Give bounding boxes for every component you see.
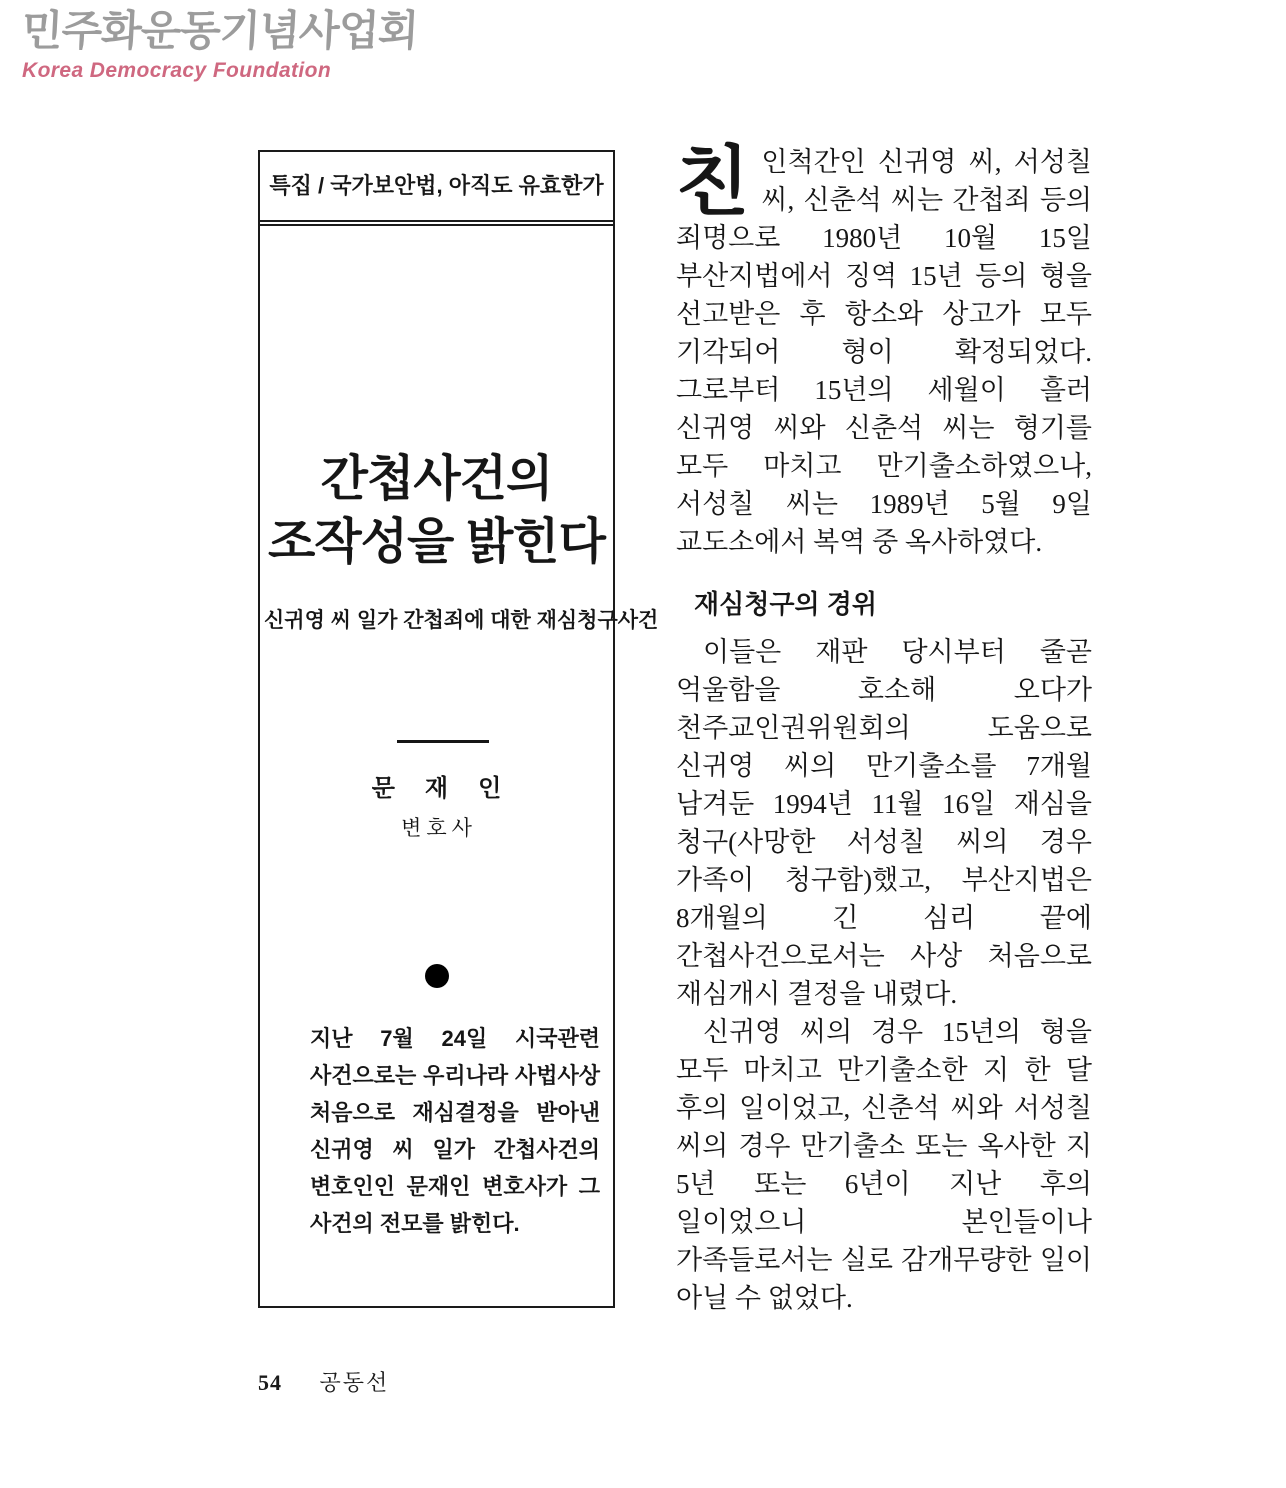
- feature-title-box: [258, 150, 659, 1308]
- paragraph-aftermath: 신귀영 씨의 경우 15년의 형을 모두 마치고 만기출소한 지 한 달 후의 일이었고, 신춘석 씨와 서성칠 씨의 경우 만기출소 또는 옥사한 지 5년 또는 6년이 지난 후의 일이었으니 본인들이나 가족들로서는 실로 감개무량한 일이 아닐 수 없었다.: [676, 1017, 1092, 1313]
- page-footer: [258, 1366, 389, 1397]
- article-body-column: [676, 137, 1092, 1317]
- article-subtitle: 신귀영 씨 일가 간첩죄에 대한 재심청구사건: [264, 609, 659, 632]
- paragraph-intro: [676, 137, 1092, 561]
- paragraph-intro-text: 인척간인 신귀영 씨, 서성칠 씨, 신춘석 씨는 간첩죄 등의 죄명으로 1980년 10월 15일 부산지법에서 징역 15년 등의 형을 선고받은 후 항소와 상고가 모두 기각되어 형이 확정되었다. 그로부터 15년의 세월이 흘러 신귀영 씨와 신춘석 씨는 형기를 모두 마치고 만기출소하였으나, 서성칠 씨는 1989년 5월 9일 교도소에서 복역 중 옥사하였다.: [676, 147, 1092, 557]
- article-abstract: 지난 7월 24일 시국관련 사건으로는 우리나라 사법사상 처음으로 재심결정을 받아낸 신귀영 씨 일가 간첩사건의 변호인인 문재인 변호사가 그 사건의 전모를 밝힌다.: [310, 1026, 600, 1236]
- author-divider-rule: [397, 740, 489, 743]
- logo-korean-calligraphy: 민주화운동기념사업회: [20, 6, 420, 55]
- article-title-line2: 조작성을 밝힌다: [268, 515, 605, 569]
- bullet-icon: [425, 964, 449, 988]
- section-heading-retrial-background: 재심청구의 경위: [694, 589, 878, 619]
- article-title-line1: 간첩사건의: [320, 452, 553, 506]
- dropcap-letter: 친: [676, 137, 750, 226]
- magazine-name: 공동선: [319, 1370, 390, 1395]
- page-number: 54: [258, 1370, 282, 1395]
- author-role: 변호사: [401, 816, 477, 840]
- foundation-logo: [22, 6, 418, 83]
- logo-english-name: Korea Democracy Foundation: [22, 59, 332, 82]
- paragraph-retrial-request: 이들은 재판 당시부터 줄곧 억울함을 호소해 오다가 천주교인권위원회의 도움으로 신귀영 씨의 만기출소를 7개월 남겨둔 1994년 11월 16일 재심을 청구(사망한 서성칠 씨의 경우 가족이 청구함)했고, 부산지법은 8개월의 긴 심리 끝에 간첩사건으로서는 사상 처음으로 재심개시 결정을 내렸다.: [676, 637, 1092, 1009]
- article-title: [260, 448, 613, 574]
- author-name: 문 재 인: [371, 776, 514, 802]
- section-header: 특집 / 국가보안법, 아직도 유효한가: [260, 152, 613, 226]
